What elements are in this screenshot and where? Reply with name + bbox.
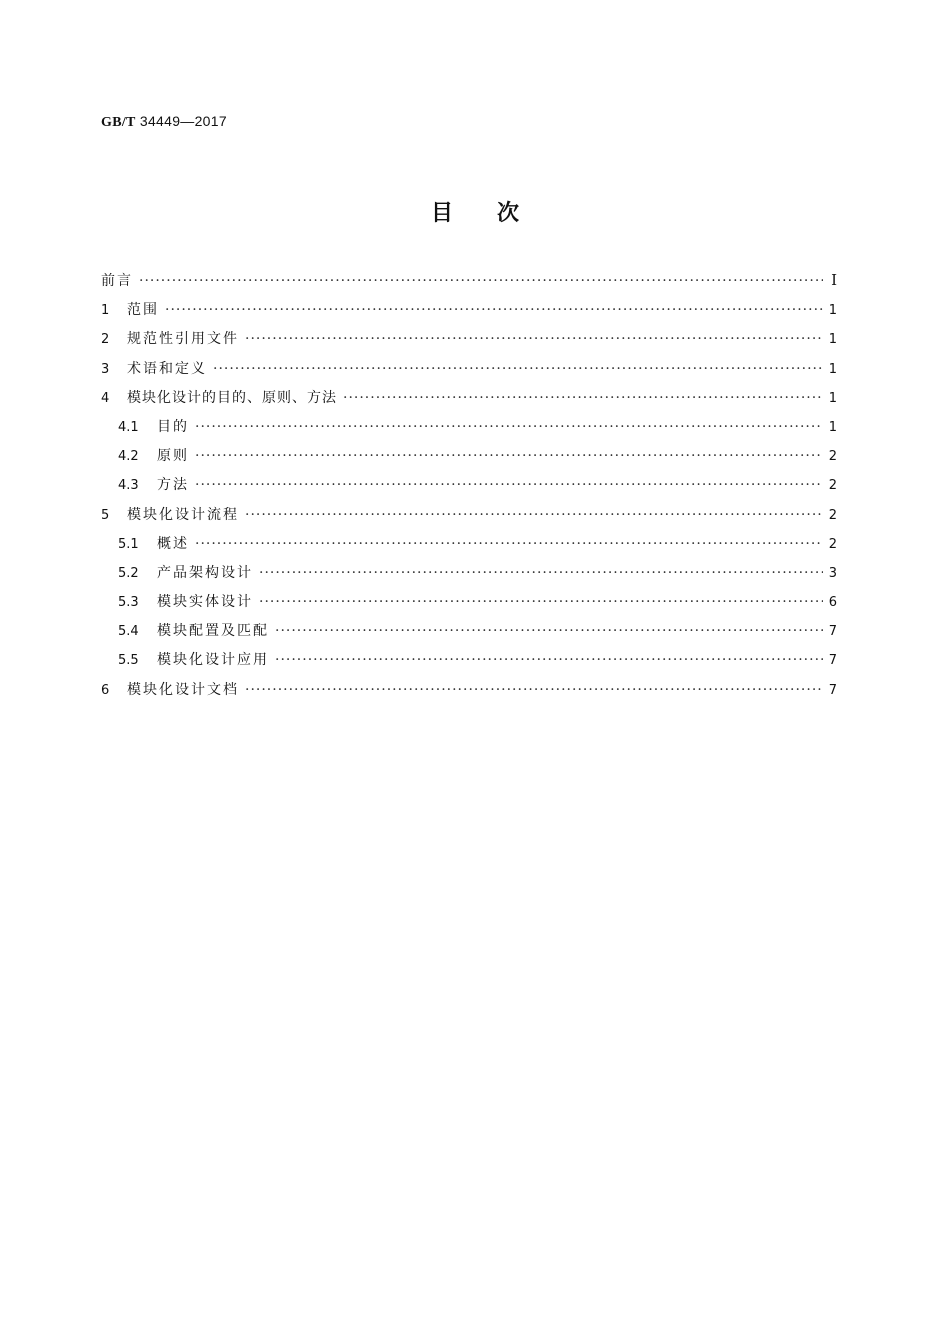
toc-number: 5.1 xyxy=(118,536,139,552)
toc-leader xyxy=(139,273,823,289)
toc-label: 模块化设计文档 xyxy=(127,681,239,698)
toc-number: 5 xyxy=(101,507,110,523)
toc-entry-1[interactable] xyxy=(101,299,837,328)
toc-number: 5.3 xyxy=(118,595,139,611)
toc-label: 规范性引用文件 xyxy=(127,331,239,348)
standard-number: 34449—2017 xyxy=(139,113,227,129)
toc-number: 5.4 xyxy=(118,624,139,640)
toc-entry-4-1[interactable] xyxy=(101,416,837,445)
toc-number: 4.1 xyxy=(118,419,139,435)
toc-page: 1 xyxy=(828,332,837,348)
toc-leader xyxy=(245,682,823,698)
toc-page: 1 xyxy=(828,419,837,435)
toc-entry-5-5[interactable] xyxy=(101,649,837,678)
toc-entry-4-2[interactable] xyxy=(101,445,837,474)
toc-page: 3 xyxy=(828,565,837,581)
toc-entry-5-1[interactable] xyxy=(101,533,837,562)
toc-page: 1 xyxy=(828,303,837,319)
toc-number: 5.2 xyxy=(118,565,139,581)
toc-page: 2 xyxy=(828,536,837,552)
toc-page: 1 xyxy=(828,390,837,406)
page-title: 目次 xyxy=(430,201,563,226)
toc-number: 4.3 xyxy=(118,478,139,494)
toc-label: 模块配置及匹配 xyxy=(157,623,269,640)
toc-page: 6 xyxy=(828,595,837,611)
toc-leader xyxy=(275,652,823,668)
toc-entry-2[interactable] xyxy=(101,328,837,357)
toc-page: 2 xyxy=(828,478,837,494)
toc-label: 产品架构设计 xyxy=(157,564,253,581)
toc-leader xyxy=(195,536,823,552)
toc-leader xyxy=(275,623,823,639)
toc-entry-3[interactable] xyxy=(101,358,837,387)
toc-leader xyxy=(245,331,823,347)
toc-label: 术语和定义 xyxy=(127,360,207,377)
toc-entry-4-3[interactable] xyxy=(101,474,837,503)
toc-number: 2 xyxy=(101,332,110,348)
table-of-contents xyxy=(101,270,837,708)
toc-entry-4[interactable] xyxy=(101,387,837,416)
toc-leader xyxy=(343,390,823,406)
toc-leader xyxy=(245,507,823,523)
toc-number: 5.5 xyxy=(118,653,139,669)
toc-number: 4 xyxy=(101,390,110,406)
toc-label: 模块化设计的目的、原则、方法 xyxy=(127,389,337,406)
toc-leader xyxy=(195,448,823,464)
toc-label: 模块实体设计 xyxy=(157,594,253,611)
toc-label: 模块化设计应用 xyxy=(157,652,269,669)
toc-page: 7 xyxy=(828,682,837,698)
toc-entry-5-2[interactable] xyxy=(101,562,837,591)
toc-leader xyxy=(165,302,823,318)
toc-page: 7 xyxy=(828,624,837,640)
toc-page: 7 xyxy=(828,653,837,669)
toc-page: 1 xyxy=(828,361,837,377)
toc-label: 范围 xyxy=(127,302,159,319)
toc-page: 2 xyxy=(828,449,837,465)
toc-leader xyxy=(259,594,823,610)
toc-entry-5-3[interactable] xyxy=(101,591,837,620)
toc-entry-6[interactable] xyxy=(101,679,837,708)
toc-number: 3 xyxy=(101,361,110,377)
standard-code xyxy=(101,113,227,131)
toc-label: 概述 xyxy=(157,535,189,552)
toc-number: 6 xyxy=(101,682,110,698)
toc-label: 模块化设计流程 xyxy=(127,506,239,523)
toc-label: 目的 xyxy=(157,418,189,435)
standard-prefix: GB/T xyxy=(101,115,136,130)
toc-number: 1 xyxy=(101,303,110,319)
toc-number: 4.2 xyxy=(118,449,139,465)
toc-label: 原则 xyxy=(157,448,189,465)
toc-entry-foreword[interactable] xyxy=(101,270,837,299)
toc-leader xyxy=(259,565,823,581)
toc-entry-5-4[interactable] xyxy=(101,620,837,649)
toc-label: 方法 xyxy=(157,477,189,494)
toc-page: Ⅰ xyxy=(831,271,837,289)
toc-leader xyxy=(213,361,823,377)
toc-label: 前言 xyxy=(101,273,133,289)
toc-leader xyxy=(195,477,823,493)
toc-entry-5[interactable] xyxy=(101,504,837,533)
toc-page: 2 xyxy=(828,507,837,523)
toc-leader xyxy=(195,419,823,435)
